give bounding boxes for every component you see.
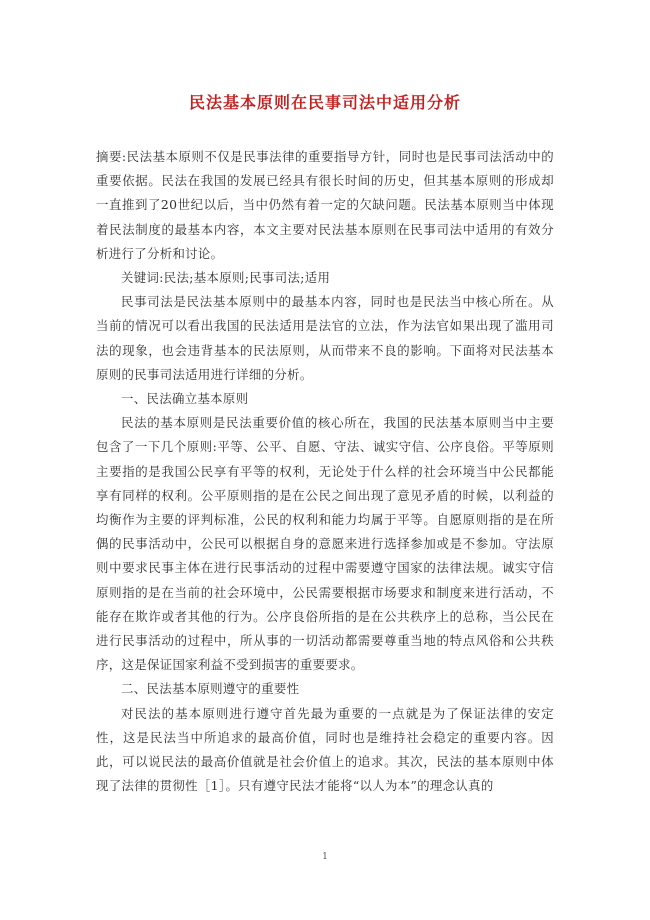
document-title: 民法基本原则在民事司法中适用分析 bbox=[188, 93, 461, 112]
abstract-paragraph: 摘要:民法基本原则不仅是民事法律的重要指导方针，同时也是民事司法活动中的重要依据。民法在我国的发展已经具有很长时间的历史，但其基本原则的形成却一直推到了20世纪以后，当中仍然有着一定的欠缺问题。民法基本原则当中体现着民法制度的最基本内容，本文主要对民法基本原则在民事司法中适用的有效分析进行了分析和讨论。 bbox=[96, 149, 554, 261]
intro-paragraph: 民事司法是民法基本原则中的最基本内容，同时也是民法当中核心所在。从当前的情况可以看出我国的民法适用是法官的立法，作为法官如果出现了滥用司法的现象，也会违背基本的民法原则，从而带来不良的影响。下面将对民法基本原则的民事司法适用进行详细的分析。 bbox=[96, 294, 554, 382]
document-body bbox=[96, 145, 554, 798]
section-heading-1: 一、民法确立基本原则 bbox=[121, 391, 249, 407]
section-2-paragraph: 对民法的基本原则进行遵守首先最为重要的一点就是为了保证法律的安定性，这是民法当中所追求的最高价值，同时也是维持社会稳定的重要内容。因此，可以说民法的最高价值就是社会价值上的追求。其次，民法的基本原则中体现了法律的贯彻性［1］。只有遵守民法才能将“以人为本”的理念认真的 bbox=[96, 705, 554, 794]
page-number: 1 bbox=[322, 852, 328, 862]
section-heading-2: 二、民法基本原则遵守的重要性 bbox=[121, 681, 300, 697]
section-1-paragraph: 民法的基本原则是民法重要价值的核心所在，我国的民法基本原则当中主要包含了一下几个原则:平等、公平、自愿、守法、诚实守信、公序良俗。平等原则主要指的是我国公民享有平等的权利，无论处于什么样的社会环境当中公民都能享有同样的权利。公平原则指的是在公民之间出现了意见矛盾的时候，以利益的均衡作为主要的评判标准，公民的权利和能力均属于平等。自愿原则指的是在所偶的民事活动中，公民可以根据自身的意愿来进行选择参加或是不参加。守法原则中要求民事主体在进行民事活动的过程中需要遵守国家的法律法规。诚实守信原则指的是在当前的社会环境中，公民需要根据市场要求和制度来进行活动，不能存在欺诈或者其他的行为。公序良俗所指的是在公共秩序上的总称，当公民在进行民事活动的过程中，所从事的一切活动都需要尊重当地的特点风俗和公共秩序，这是保证国家利益不受到损害的重要要求。 bbox=[96, 415, 554, 673]
keywords-paragraph: 关键词:民法;基本原则;民事司法;适用 bbox=[121, 270, 331, 286]
